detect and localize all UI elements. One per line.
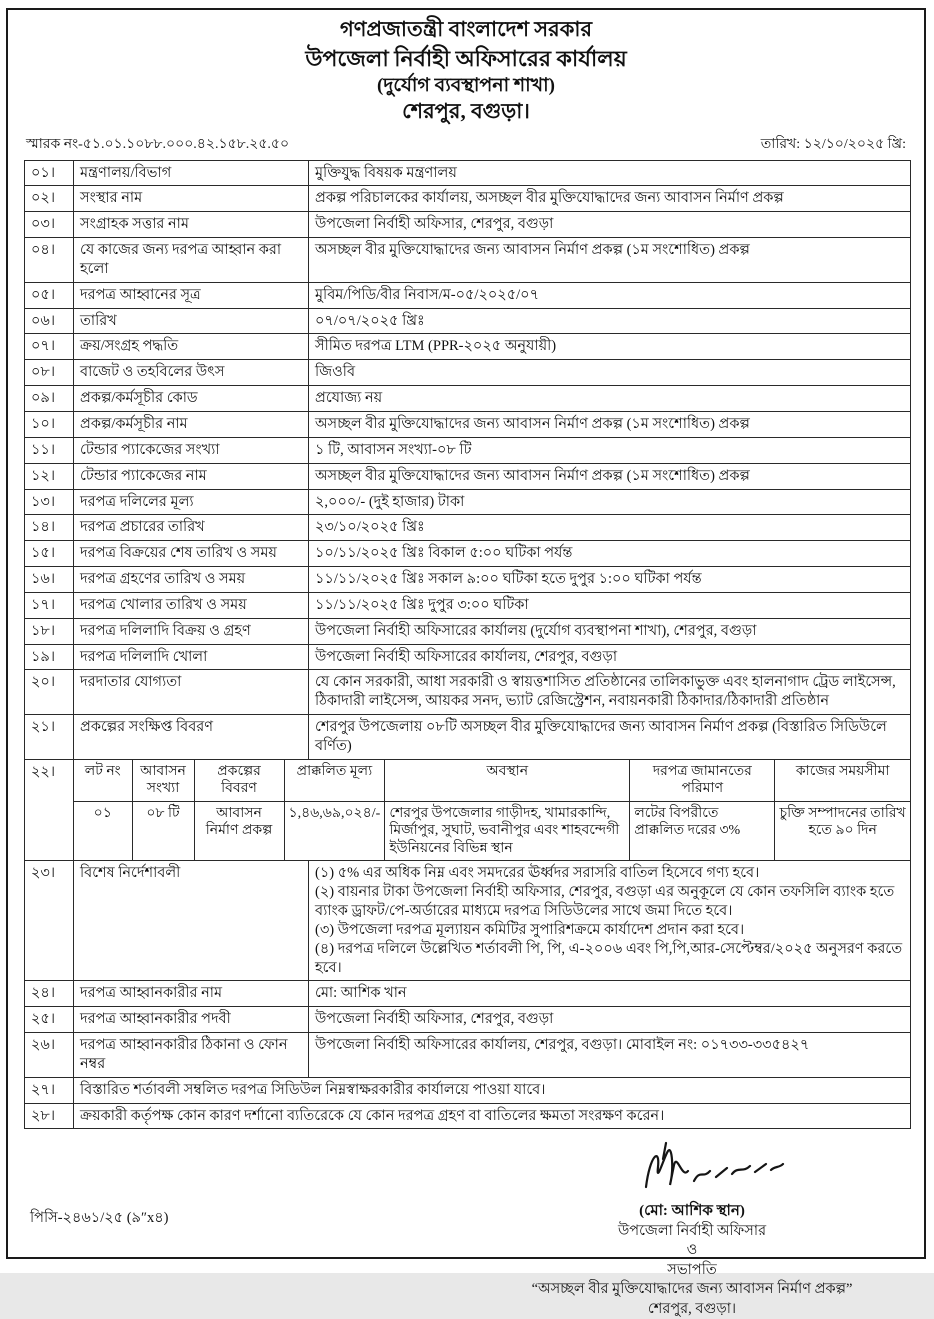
branch-name: (দুর্যোগ ব্যবস্থাপনা শাখা)	[377, 74, 555, 96]
special-item: (১) ৫% এর অধিক নিম্ন এবং সমদরের ঊর্ধ্বদর সরাসরি বাতিল হিসেবে গণ্য হবে।	[315, 865, 760, 882]
signatory-title: উপজেলা নির্বাহী অফিসার	[617, 1222, 767, 1239]
tender-details-table	[24, 160, 911, 1130]
row-value: যে কোন সরকারী, আধা সরকারী ও স্বায়ত্তশাসিত প্রতিষ্ঠানের তালিকাভুক্ত এবং হালনাগাদ ট্রেড লাইসেন্স, ঠিকাদারী লাইসেন্স, আয়কর সনদ, ভ্যাট রেজিস্ট্রেশন, নবায়নকারী ঠিকাদার/ঠিকাদারী প্রতিষ্ঠান	[309, 670, 911, 715]
table-row	[25, 592, 911, 618]
row-value: ১০/১১/২০২৫ খ্রিঃ বিকাল ৫:০০ ঘটিকা পর্যন্ত	[309, 541, 911, 567]
lot-table-cell	[74, 759, 911, 861]
row-value: শেরপুর উপজেলায় ০৮টি অসচ্ছল বীর মুক্তিযোদ্ধাদের জন্য আবাসন নির্মাণ প্রকল্প (বিস্তারিত সিডিউলে বর্ণিত)	[309, 715, 911, 760]
office-name: উপজেলা নির্বাহী অফিসারের কার্যালয়	[305, 45, 627, 71]
special-instructions-row	[25, 861, 911, 981]
row-value: উপজেলা নির্বাহী অফিসারের কার্যালয় (দুর্যোগ ব্যবস্থাপনা শাখা), শেরপুর, বগুড়া	[309, 618, 911, 644]
row-label: প্রকল্পের সংক্ষিপ্ত বিবরণ	[74, 715, 309, 760]
row-value: ১১/১১/২০২৫ খ্রিঃ সকাল ৯:০০ ঘটিকা হতে দুপুর ১:০০ ঘটিকা পর্যন্ত	[309, 567, 911, 593]
table-row	[25, 437, 911, 463]
row-text: বিস্তারিত শর্তাবলী সম্বলিত দরপত্র সিডিউল নিম্নস্বাক্ষরকারীর কার্যালয়ে পাওয়া যাবে।	[74, 1077, 911, 1103]
row-number: ০৬।	[25, 308, 74, 334]
lot-number: ০১	[74, 801, 132, 860]
document-header	[24, 16, 908, 126]
signature-scribble	[482, 1137, 902, 1199]
table-row	[25, 644, 911, 670]
row-number: ০৩।	[25, 212, 74, 238]
lot-details-row	[25, 759, 911, 861]
row-label: প্রকল্প/কর্মসূচীর কোড	[74, 386, 309, 412]
table-row	[25, 212, 911, 238]
lot-header: অবস্থান	[385, 760, 630, 802]
lot-header: প্রাক্কলিত মূল্য	[284, 760, 385, 802]
row-value: অসচ্ছল বীর মুক্তিযোদ্ধাদের জন্য আবাসন নির্মাণ প্রকল্প (১ম সংশোধিত) প্রকল্প	[309, 463, 911, 489]
lot-project-description: আবাসন নির্মাণ প্রকল্প	[194, 801, 284, 860]
lot-header: কাজের সময়সীমা	[775, 760, 910, 802]
table-row	[25, 186, 911, 212]
lot-header-row	[74, 760, 910, 802]
row-number: ১৩।	[25, 489, 74, 515]
row-label: মন্ত্রণালয়/বিভাগ	[74, 160, 309, 186]
lot-header: লট নং	[74, 760, 132, 802]
row-value: ২,০০০/- (দুই হাজার) টাকা	[309, 489, 911, 515]
table-row	[25, 282, 911, 308]
table-row	[25, 308, 911, 334]
table-row	[25, 1007, 911, 1033]
full-width-row	[25, 1103, 911, 1129]
lot-housing-count: ০৮ টি	[132, 801, 194, 860]
row-value: উপজেলা নির্বাহী অফিসারের কার্যালয়, শেরপুর, বগুড়া। মোবাইল নং: ০১৭৩৩-৩৩৫৪২৭	[309, 1033, 911, 1078]
row-value: ১১/১১/২০২৫ খ্রিঃ দুপুর ৩:০০ ঘটিকা	[309, 592, 911, 618]
row-label: সংগ্রাহক সত্তার নাম	[74, 212, 309, 238]
row-value: ১ টি, আবাসন সংখ্যা-০৮ টি	[309, 437, 911, 463]
row-label: ক্রয়/সংগ্রহ পদ্ধতি	[74, 334, 309, 360]
special-instructions	[309, 861, 911, 981]
row-label: দরপত্র গ্রহণের তারিখ ও সময়	[74, 567, 309, 593]
row-number: ২৩।	[25, 861, 74, 981]
row-number: ০৭।	[25, 334, 74, 360]
row-number: ২৪।	[25, 981, 74, 1007]
table-row	[25, 238, 911, 283]
signatory-conjunction: ও	[686, 1242, 698, 1259]
row-label: টেন্ডার প্যাকেজের নাম	[74, 463, 309, 489]
row-number: ২৫।	[25, 1007, 74, 1033]
row-value: অসচ্ছল বীর মুক্তিযোদ্ধাদের জন্য আবাসন নির্মাণ প্রকল্প (১ম সংশোধিত) প্রকল্প	[309, 238, 911, 283]
table-row	[25, 411, 911, 437]
row-number: ০১।	[25, 160, 74, 186]
memo-line	[26, 132, 906, 156]
row-label: দরপত্র দলিলাদি খোলা	[74, 644, 309, 670]
row-number: ০৯।	[25, 386, 74, 412]
row-value: মো: আশিক খান	[309, 981, 911, 1007]
memo-number: স্মারক নং-৫১.০১.১০৮৮.০০০.৪২.১৫৮.২৫.৫০	[26, 136, 290, 152]
row-number: ০২।	[25, 186, 74, 212]
special-item: (৪) দরপত্র দলিলে উল্লেখিত শর্তাবলী পি, পি, এ-২০০৬ এবং পি,পি,আর-সেপ্টেম্বর/২০২৫ অনুসরণ করতে হবে।	[315, 940, 903, 976]
row-number: ২৮।	[25, 1103, 74, 1129]
table-row	[25, 360, 911, 386]
row-number: ১২।	[25, 463, 74, 489]
row-number: ২৭।	[25, 1077, 74, 1103]
table-row	[25, 1033, 911, 1078]
row-number: ১৯।	[25, 644, 74, 670]
row-value: সীমিত দরপত্র LTM (PPR-২০২৫ অনুযায়ী)	[309, 334, 911, 360]
row-label: টেন্ডার প্যাকেজের সংখ্যা	[74, 437, 309, 463]
row-number: ১৮।	[25, 618, 74, 644]
row-number: ০৪।	[25, 238, 74, 283]
signatory-name: (মো: আশিক স্থান)	[639, 1203, 745, 1220]
row-number: ০৮।	[25, 360, 74, 386]
row-value: উপজেলা নির্বাহী অফিসার, শেরপুর, বগুড়া	[309, 212, 911, 238]
lot-data-row	[74, 801, 910, 860]
special-item: (৩) উপজেলা দরপত্র মূল্যায়ন কমিটির সুপারিশক্রমে কার্যাদেশ প্রদান করা হবে।	[315, 921, 745, 938]
row-value: ০৭/০৭/২০২৫ খ্রিঃ	[309, 308, 911, 334]
lot-header: আবাসন সংখ্যা	[132, 760, 194, 802]
row-label: প্রকল্প/কর্মসূচীর নাম	[74, 411, 309, 437]
table-row	[25, 160, 911, 186]
row-label: দরপত্র আহ্বানকারীর পদবী	[74, 1007, 309, 1033]
row-label: দরপত্র বিক্রয়ের শেষ তারিখ ও সময়	[74, 541, 309, 567]
row-label: সংস্থার নাম	[74, 186, 309, 212]
row-number: ২০।	[25, 670, 74, 715]
special-item: (২) বায়নার টাকা উপজেলা নির্বাহী অফিসার, শেরপুর, বগুড়া এর অনুকূলে যে কোন তফসিলি ব্যাংক হতে ব্যাংক ড্রাফট/পে-অর্ডারের মাধ্যমে দরপত্র সিডিউলের সাথে জমা দিতে হবে।	[315, 884, 895, 919]
row-number: ০৫।	[25, 282, 74, 308]
row-label: দরপত্র খোলার তারিখ ও সময়	[74, 592, 309, 618]
row-number: ২৬।	[25, 1033, 74, 1078]
office-location: শেরপুর, বগুড়া।	[402, 98, 530, 123]
signature-block	[482, 1137, 902, 1319]
full-width-row	[25, 1077, 911, 1103]
table-row	[25, 334, 911, 360]
row-value: উপজেলা নির্বাহী অফিসার, শেরপুর, বগুড়া	[309, 1007, 911, 1033]
row-value: ২৩/১০/২০২৫ খ্রিঃ	[309, 515, 911, 541]
row-label: দরপত্র প্রচারের তারিখ	[74, 515, 309, 541]
lot-work-duration: চুক্তি সম্পাদনের তারিখ হতে ৯০ দিন	[775, 801, 910, 860]
row-number: ২২।	[25, 759, 74, 861]
table-row	[25, 567, 911, 593]
lot-table	[74, 760, 910, 861]
row-label: দরপত্র আহ্বানকারীর নাম	[74, 981, 309, 1007]
lot-header: প্রকল্পের বিবরণ	[194, 760, 284, 802]
table-row	[25, 715, 911, 760]
row-label: বাজেট ও তহবিলের উৎস	[74, 360, 309, 386]
lot-header: দরপত্র জামানতের পরিমাণ	[630, 760, 775, 802]
table-row	[25, 386, 911, 412]
row-number: ১৪।	[25, 515, 74, 541]
row-label: দরদাতার যোগ্যতা	[74, 670, 309, 715]
row-value: প্রযোজ্য নয়	[309, 386, 911, 412]
table-row	[25, 541, 911, 567]
table-row	[25, 670, 911, 715]
row-number: ১৫।	[25, 541, 74, 567]
row-label: বিশেষ নির্দেশাবলী	[74, 861, 309, 981]
row-label: দরপত্র দলিলের মূল্য	[74, 489, 309, 515]
document-date: তারিখ: ১২/১০/২০২৫ খ্রি:	[760, 136, 906, 152]
row-value: প্রকল্প পরিচালকের কার্যালয়, অসচ্ছল বীর মুক্তিযোদ্ধাদের জন্য আবাসন নির্মাণ প্রকল্প	[309, 186, 911, 212]
row-value: মুবিম/পিডি/বীর নিবাস/ম-০৫/২০২৫/০৭	[309, 282, 911, 308]
table-row	[25, 981, 911, 1007]
row-number: ২১।	[25, 715, 74, 760]
row-number: ১৬।	[25, 567, 74, 593]
row-text: ক্রয়কারী কর্তৃপক্ষ কোন কারণ দর্শানো ব্যতিরেকে যে কোন দরপত্র গ্রহণ বা বাতিলের ক্ষমতা সংরক্ষণ করেন।	[74, 1103, 911, 1129]
row-number: ১৭।	[25, 592, 74, 618]
row-value: উপজেলা নির্বাহী অফিসারের কার্যালয়, শেরপুর, বগুড়া	[309, 644, 911, 670]
row-label: দরপত্র দলিলাদি বিক্রয় ও গ্রহণ	[74, 618, 309, 644]
table-row	[25, 463, 911, 489]
row-label: যে কাজের জন্য দরপত্র আহ্বান করা হলো	[74, 238, 309, 283]
row-label: দরপত্র আহ্বানকারীর ঠিকানা ও ফোন নম্বর	[74, 1033, 309, 1078]
row-number: ১০।	[25, 411, 74, 437]
row-value: অসচ্ছল বীর মুক্তিযোদ্ধাদের জন্য আবাসন নির্মাণ প্রকল্প (১ম সংশোধিত) প্রকল্প	[309, 411, 911, 437]
table-row	[25, 618, 911, 644]
lot-location: শেরপুর উপজেলার গাড়ীদহ, খামারকান্দি, মির্জাপুর, সুঘাট, ভবানীপুর এবং শাহবন্দেগী ইউনিয়নের বিভিন্ন স্থান	[385, 801, 630, 860]
document-frame	[6, 8, 926, 1317]
signatory-place: শেরপুর, বগুড়া।	[647, 1300, 737, 1317]
table-row	[25, 515, 911, 541]
print-code: পিসি-২৪৬১/২৫ (৯″x৪)	[30, 1210, 169, 1226]
government-name: গণপ্রজাতন্ত্রী বাংলাদেশ সরকার	[339, 17, 593, 41]
lot-estimated-value: ১,৪৬,৬৯,০২৪/-	[284, 801, 385, 860]
signatory-project: “অসচ্ছল বীর মুক্তিযোদ্ধাদের জন্য আবাসন নির্মাণ প্রকল্প”	[531, 1281, 853, 1298]
row-value: জিওবি	[309, 360, 911, 386]
row-number: ১১।	[25, 437, 74, 463]
signatory-role: সভাপতি	[667, 1261, 717, 1278]
row-value: মুক্তিযুদ্ধ বিষয়ক মন্ত্রণালয়	[309, 160, 911, 186]
table-row	[25, 489, 911, 515]
row-label: তারিখ	[74, 308, 309, 334]
row-label: দরপত্র আহ্বানের সূত্র	[74, 282, 309, 308]
lot-security-amount: লটের বিপরীতে প্রাক্কলিত দরের ৩%	[630, 801, 775, 860]
